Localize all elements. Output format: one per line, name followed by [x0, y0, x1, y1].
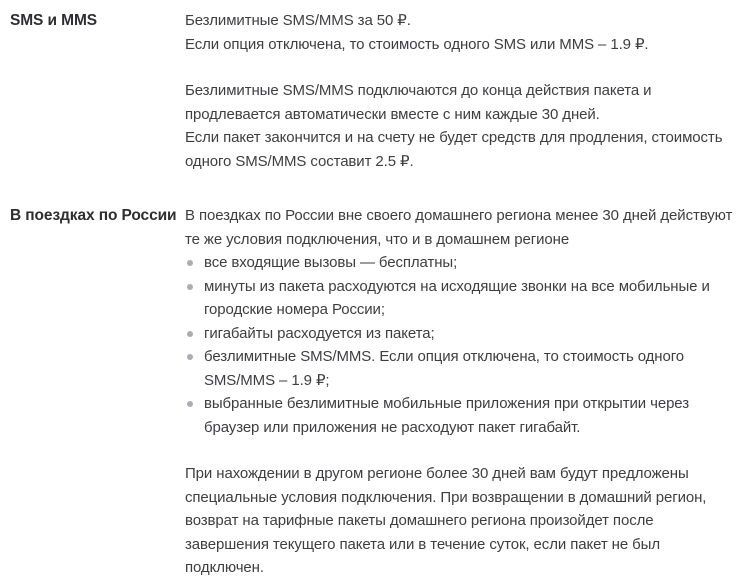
list-item [185, 322, 737, 346]
paragraph-spacer [185, 439, 737, 462]
list-item [185, 251, 737, 275]
list-item-text: гигабайты расходуется из пакета; [204, 324, 435, 342]
bullet-dot-icon [187, 354, 193, 360]
bullet-dot-icon [187, 260, 193, 266]
list-item [185, 275, 737, 322]
paragraph-line: Если опция отключена, то стоимость одного SMS или MMS – 1.9 ₽. [185, 35, 649, 53]
outro-paragraph: При нахождении в другом регионе более 30 дней вам будут предложены специальные условия подключения. При возвращении в домашний регион, возврат на тарифные пакеты домашнего региона произойдет после завершения текущего пакета или в течение суток, если пакет не был подключен. [185, 465, 707, 576]
section-content-sms-mms [185, 9, 737, 173]
section-travel-russia [10, 204, 737, 580]
intro-paragraph: В поездках по России вне своего домашнего региона менее 30 дней действуют те же условия подключения, что и в домашнем регионе [185, 207, 733, 248]
bullet-dot-icon [187, 331, 193, 337]
section-content-travel-russia [185, 204, 737, 580]
section-label-travel-russia: В поездках по России [10, 207, 177, 224]
list-item [185, 392, 737, 439]
bullet-dot-icon [187, 401, 193, 407]
bullet-dot-icon [187, 284, 193, 290]
list-item-text: все входящие вызовы — бесплатны; [204, 254, 458, 271]
paragraph-line: Безлимитные SMS/MMS за 50 ₽. [185, 12, 411, 29]
paragraph-line: Если пакет закончится и на счету не будет средств для продления, стоимость одного SMS/MMS составит 2.5 ₽. [185, 129, 723, 170]
list-item-text: выбранные безлимитные мобильные приложения при открытии через браузер или приложения не расходуют пакет гигабайт. [204, 395, 689, 436]
paragraph [185, 9, 737, 56]
paragraph [185, 79, 737, 173]
conditions-bullet-list [185, 251, 737, 439]
section-label-sms-mms: SMS и MMS [10, 12, 97, 29]
paragraph-line: Безлимитные SMS/MMS подключаются до конца действия пакета и продлевается автоматически вместе с ним каждые 30 дней. [185, 82, 652, 123]
list-item-text: безлимитные SMS/MMS. Если опция отключена, то стоимость одного SMS/MMS – 1.9 ₽; [204, 348, 684, 389]
paragraph-spacer [185, 56, 737, 79]
list-item-text: минуты из пакета расходуются на исходящие звонки на все мобильные и городские номера России; [204, 277, 710, 318]
section-sms-mms [10, 9, 737, 173]
list-item [185, 345, 737, 392]
